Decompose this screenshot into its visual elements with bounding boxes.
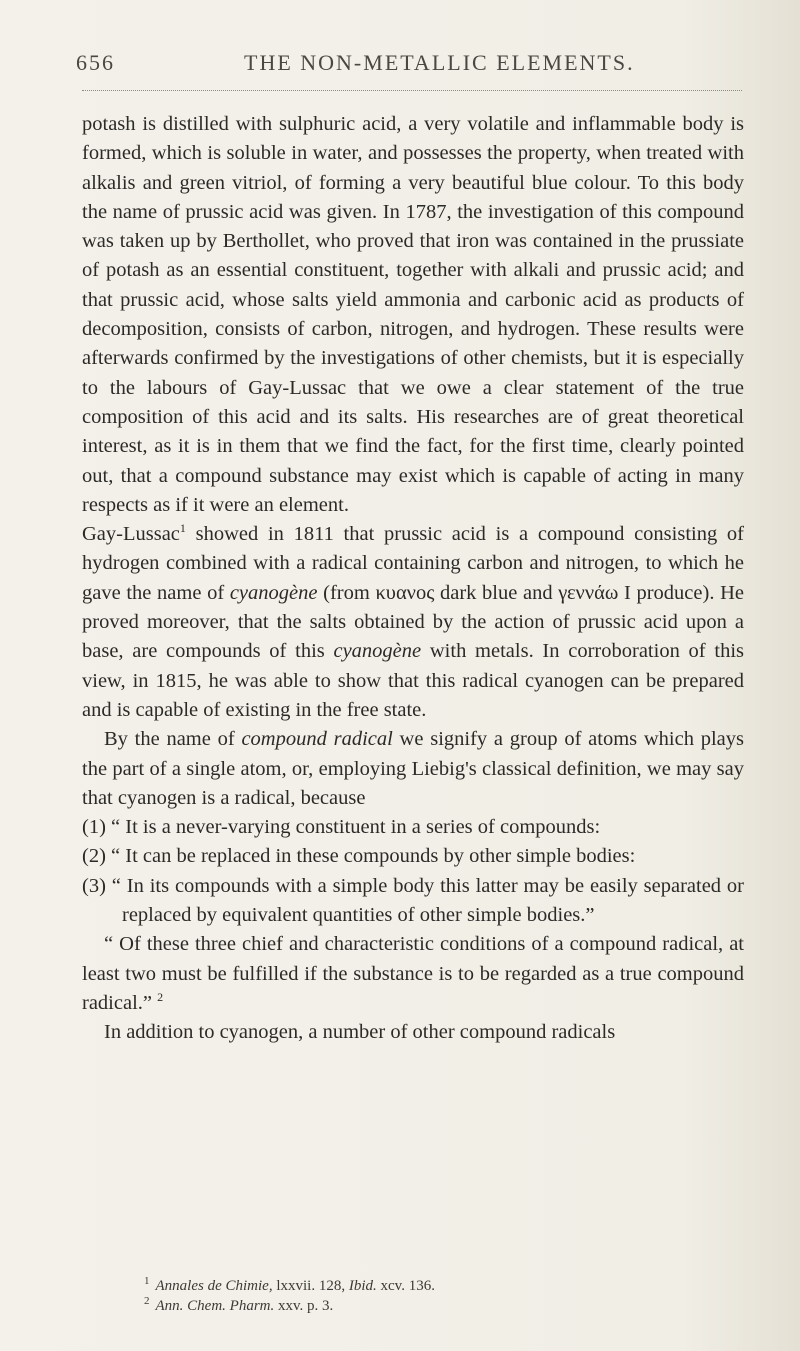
text-segment: (from κυανος dark blue and γεννάω I produce). He proved moreover, that the salts obtained by the action of prussic acid upon a base, are compounds of this [82,581,744,663]
footnote-ref: xcv. 136. [376,1278,435,1294]
footnote-1 [144,1276,744,1296]
list-item-2: (2) “ It can be replaced in these compounds by other simple bodies: [82,845,636,868]
body-text [82,110,744,1048]
footnote-marker-2: 2 [157,990,164,1005]
list-item-3: (3) “ In its compounds with a simple body this latter may be easily separated or replaced by equivalent quantities of other simple bodies.” [82,874,744,927]
term-cyanogene: cyanogène [333,640,422,663]
page-number: 656 [76,50,115,75]
name-gay-lussac: Gay-Lussac [82,523,180,546]
paragraph-other-radicals: In addition to cyanogen, a number of other compound radicals [104,1021,616,1044]
term-compound-radical: compound radical [241,728,393,751]
running-title: THE NON-METALLIC ELEMENTS. [244,50,635,75]
text-segment: we signify a group of atoms which plays the part of a single atom, or, employing Liebig's classical definition, we may say that cyanogen is a radical, because [82,728,744,809]
footnote-number: 2 [144,1295,150,1307]
footnote-2 [144,1296,744,1316]
footnote-number: 1 [144,1275,150,1287]
header-rule [82,90,742,91]
footnote-source: Ann. Chem. Pharm. [155,1298,275,1314]
quote-conditions: “ Of these three chief and characteristic conditions of a compound radical, at least two must be fulfilled if the substance is to be regarded as a true compound radical.” [82,933,744,1014]
text-segment: By the name of [104,728,242,751]
term-cyanogene: cyanogène [229,581,318,604]
text-segment: with metals. In corroboration of this view, in 1815, he was able to show that this radical cyanogen can be prepared and is capable of existing in the free state. [82,640,744,721]
footnote-ref: xxv. p. 3. [274,1298,334,1314]
list-item-1: (1) “ It is a never-varying constituent in a series of compounds: [82,816,601,839]
footnote-ref: lxxvii. 128, [272,1278,349,1294]
text-segment: showed in 1811 that prussic acid is a compound consisting of hydrogen combined with a radical containing carbon and nitrogen, to which he gave the name of [82,523,744,604]
paragraph-prussic-acid: potash is distilled with sulphuric acid, a very volatile and inflammable body is formed, which is soluble in water, and possesses the property, when treated with alkalis and green vitriol, of forming a very beautiful blue colour. To this body the name of prussic acid was given. In 1787, the investigation of this compound was taken up by Berthollet, who proved that iron was contained in the prussiate of potash as an essential constituent, together with alkali and prussic acid; and that prussic acid, whose salts yield ammonia and carbonic acid as products of decomposition, consists of carbon, nitrogen, and hydrogen. These results were afterwards confirmed by the investigations of other chemists, but it is especially to the labours of Gay-Lussac that we owe a clear statement of the true composition of this acid and its salts. His researches are of great theoretical interest, as it is in them that we find the fact, for the first time, clearly pointed out, that a compound substance may exist which is capable of acting in many respects as if it were an element. [82,113,744,516]
paragraph-compound-radical [82,725,744,813]
footnotes [144,1276,744,1316]
paragraph-gay-lussac [82,520,744,725]
paragraph-conditions [82,930,744,1018]
footnote-marker-1: 1 [179,521,186,536]
footnote-source: Annales de Chimie, [155,1278,273,1294]
page-header [76,50,756,78]
footnote-ibid: Ibid. [348,1278,377,1294]
